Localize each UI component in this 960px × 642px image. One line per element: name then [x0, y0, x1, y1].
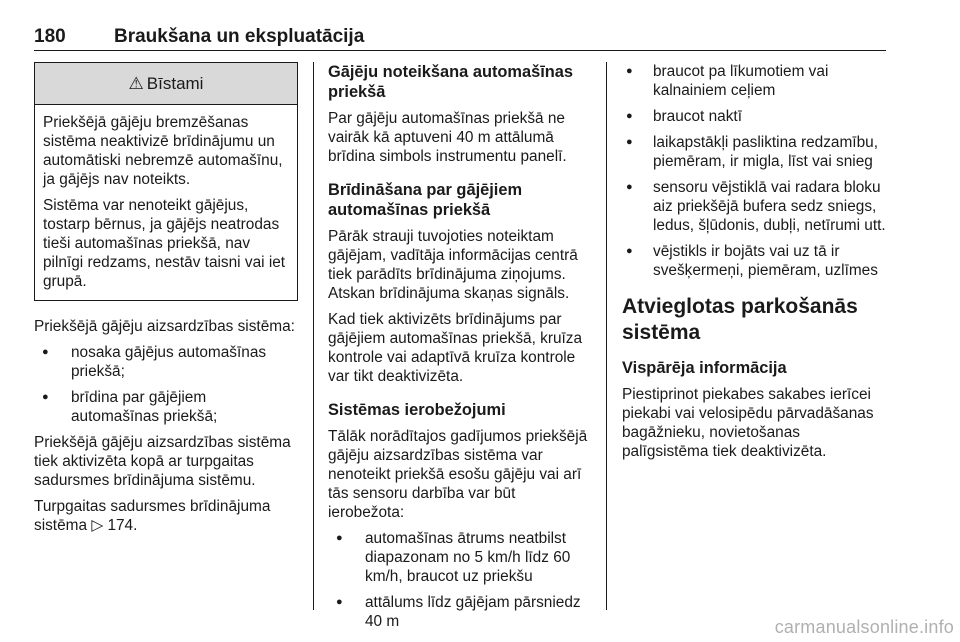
list-item: ● laikapstākļi pasliktina redzamību, piemēram, ir migla, līst vai snieg	[622, 133, 886, 171]
list-item: ● sensoru vējstiklā vai radara bloku aiz priekšējā bufera sedz sniegs, ledus, šļūdonis, dubļi, netīrumi utt.	[622, 178, 886, 235]
page-title: Braukšana un ekspluatācija	[114, 26, 365, 47]
list-item: ● braucot pa līkumotiem vai kalnainiem ceļiem	[622, 62, 886, 100]
paragraph: Par gājēju automašīnas priekšā ne vairāk kā aptuveni 40 m attālumā brīdina simbols instrumentu panelī.	[328, 110, 567, 165]
list-item: ● nosaka gājējus automašīnas priekšā;	[34, 343, 298, 381]
section-heading: Gājēju noteikšana automašīnas priekšā	[328, 63, 574, 101]
warning-title: Bīstami	[146, 74, 204, 93]
column-1	[34, 62, 298, 535]
list-item: ● brīdina par gājējiem automašīnas priekšā;	[34, 388, 298, 426]
page-reference-link[interactable]: 174.	[107, 517, 138, 534]
paragraph: Piestiprinot piekabes sakabes ierīcei piekabi vai velosipēdu pārvadāšanas bagāžnieku, novietošanas palīgsistēma tiek deaktivizēta.	[622, 386, 874, 460]
warning-paragraph: Sistēma var nenoteikt gājējus, tostarp bērnus, ja gājējs neatrodas tieši automašīnas priekšā, nav pilnīgi redzams, nestāv taisni vai iet grupā.	[43, 197, 286, 290]
cross-reference-paragraph	[34, 497, 298, 535]
header-rule	[34, 50, 886, 51]
watermark: carmanualsonline.info	[774, 617, 954, 637]
section-heading: Vispārēja informācija	[622, 359, 787, 377]
warning-triangle-icon: ⚠	[128, 74, 144, 93]
page-number: 180	[34, 26, 66, 47]
section-heading: Brīdināšana par gājējiem automašīnas priekšā	[328, 181, 523, 219]
column-3	[622, 62, 886, 461]
paragraph: Tālāk norādītajos gadījumos priekšējā gājēju aizsardzības sistēma var nenoteikt priekšā esošu gājēju vai arī tās sensoru darbība var būt ierobežota:	[328, 428, 588, 521]
warning-paragraph: Priekšējā gājēju bremzēšanas sistēma neaktivizē brīdinājumu un automātiski nebremzē automašīnu, ja gājējs nav noteikts.	[43, 114, 283, 188]
bullet-list	[328, 529, 592, 631]
paragraph: Pārāk strauji tuvojoties noteiktam gājējam, vadītāja informācijas centrā tiek parādīts brīdinājuma ziņojums. Atskan brīdinājuma skaņas signāls.	[328, 228, 578, 302]
list-item: ● vējstikls ir bojāts vai uz tā ir svešķermeņi, piemēram, uzlīmes	[622, 242, 886, 280]
list-item: ● braucot naktī	[622, 107, 886, 126]
column-divider	[313, 62, 314, 610]
paragraph-text: Turpgaitas sadursmes brīdinājuma sistēma	[34, 498, 271, 534]
warning-header	[35, 63, 297, 105]
page-ref-icon: ▷	[91, 517, 104, 534]
list-item: ● automašīnas ātrums neatbilst diapazonam no 5 km/h līdz 60 km/h, braucot uz priekšu	[328, 529, 592, 586]
bullet-list	[34, 343, 298, 426]
warning-body	[35, 105, 297, 300]
section-heading: Sistēmas ierobežojumi	[328, 401, 506, 419]
paragraph: Priekšējā gājēju aizsardzības sistēma tiek aktivizēta kopā ar turpgaitas sadursmes brīdinājuma sistēmu.	[34, 434, 291, 489]
column-divider	[606, 62, 607, 610]
intro-paragraph: Priekšējā gājēju aizsardzības sistēma:	[34, 318, 295, 335]
warning-box	[34, 62, 298, 301]
column-2	[328, 62, 592, 631]
list-item: ● attālums līdz gājējam pārsniedz 40 m	[328, 593, 592, 631]
paragraph: Kad tiek aktivizēts brīdinājums par gājējiem automašīnas priekšā, kruīza kontrole vai adaptīvā kruīza kontrole var tikt deaktivizēta.	[328, 311, 583, 385]
bullet-list	[622, 62, 886, 280]
chapter-heading: Atvieglotas parkošanās sistēma	[622, 295, 858, 344]
